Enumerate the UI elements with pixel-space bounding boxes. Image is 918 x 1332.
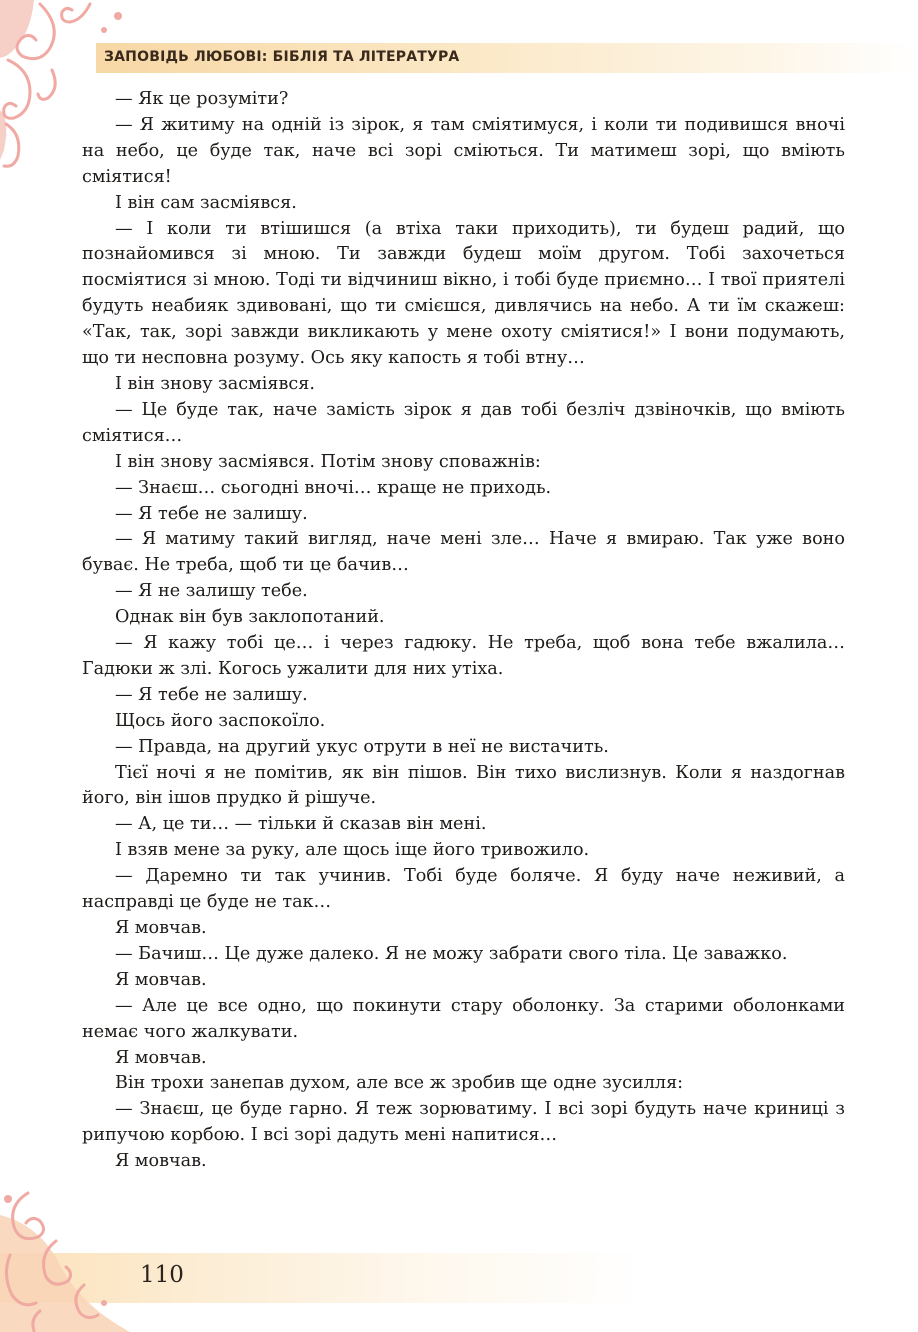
paragraph: Щось його заспокоїло. (115, 710, 326, 731)
paragraph: І він сам засміявся. (115, 192, 297, 213)
paragraph: — Знаєш, це буде гарно. Я теж зорюватиму. І всі зорі будуть наче криниці з рипучою корбою. І всі зорі дадуть мені напитися… (82, 1099, 845, 1146)
paragraph: — Правда, на другий укус отрути в неї не вистачить. (115, 736, 609, 757)
paragraph: — Як це розуміти? (115, 89, 289, 109)
paragraph: Я мовчав. (115, 1151, 207, 1172)
paragraph: — Я кажу тобі це… і через гадюку. Не треба, щоб вона тебе вжалила… Гадюки ж злі. Когось ужалити для них утіха. (82, 633, 845, 679)
paragraph: І він знову засміявся. Потім знову споважнів: (115, 451, 541, 472)
body-text (82, 87, 845, 1175)
paragraph: — Але це все одно, що покинути стару оболонку. За старими оболонками немає чого жалкувати. (82, 995, 845, 1042)
paragraph: — Я матиму такий вигляд, наче мені зле… Наче я вмираю. Так уже воно буває. Не треба, щоб ти це бачив… (82, 529, 845, 576)
running-header-title: ЗАПОВІДЬ ЛЮБОВІ: БІБЛІЯ ТА ЛІТЕРАТУРА (104, 49, 460, 65)
paragraph: — Це буде так, наче замість зірок я дав тобі безліч дзвіночків, що вміють сміятися… (82, 399, 845, 446)
paragraph: — Бачиш… Це дуже далеко. Я не можу забрати свого тіла. Це заважко. (115, 943, 788, 964)
paragraph: Я мовчав. (115, 918, 207, 938)
paragraph: Я мовчав. (115, 969, 207, 990)
paragraph: — Я тебе не залишу. (115, 503, 308, 524)
paragraph: І взяв мене за руку, але щось іще його тривожило. (115, 840, 590, 861)
paragraph: Тієї ночі я не помітив, як він пішов. Він тихо вислизнув. Коли я наздогнав його, він ішов прудко й рішуче. (82, 762, 845, 809)
paragraph: — Я житиму на одній із зірок, я там сміятимуся, і коли ти подивишся вночі на небо, це буде так, наче всі зорі сміються. Ти матимеш зорі, що вміють сміятися! (82, 114, 845, 187)
paragraph: — А, це ти… — тільки й сказав він мені. (115, 814, 487, 835)
page-number: 110 (140, 1262, 184, 1288)
paragraph: Я мовчав. (115, 1047, 207, 1068)
paragraph: — Знаєш… сьогодні вночі… краще не приходь. (115, 477, 552, 498)
floral-ornament-bottom-icon (0, 1185, 140, 1332)
paragraph: — Я тебе не залишу. (115, 684, 308, 705)
paragraph: І він знову засміявся. (115, 373, 315, 394)
paragraph: — І коли ти втішишся (а втіха таки приходить), ти будеш радий, що познайомився зі мною. Ти завжди будеш моїм другом. Тобі захочеться посміятися зі мною. Тоді ти відчиниш вікно, і тобі буде приємно… І твої приятелі будуть неабияк здивовані, що ти смієшся, дивлячись на небо. А ти їм скажеш: «Так, так, зорі завжди викликають у мене охоту сміятися!» І вони подумають, що ти несповна розуму. Ось яку капость я тобі втну… (82, 218, 845, 369)
paragraph: Однак він був заклопотаний. (115, 607, 385, 628)
paragraph: — Я не залишу тебе. (115, 581, 308, 602)
paragraph: Він трохи занепав духом, але все ж зробив ще одне зусилля: (115, 1073, 684, 1094)
paragraph: — Даремно ти так учинив. Тобі буде боляче. Я буду наче неживий, а насправді це буде не так… (82, 866, 845, 913)
